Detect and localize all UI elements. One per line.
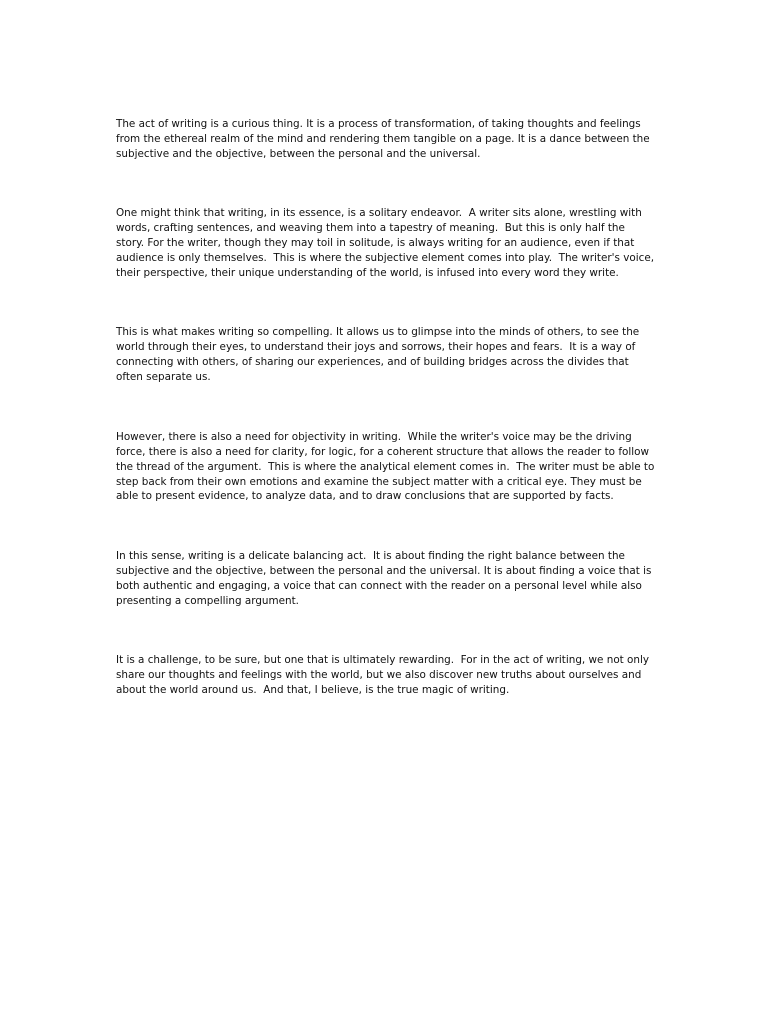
document-body — [116, 87, 656, 743]
paragraph-4: However, there is also a need for objectivity in writing. While the writer's voice may be the driving force, there is also a need for clarity, for logic, for a coherent structure that allows the reader to follow the thread of the argument. This is where the analytical element comes in. The writer must be able to step back from their own emotions and examine the subject matter with a critical eye. They must be able to present evidence, to analyze data, and to draw conclusions that are supported by facts. — [116, 430, 658, 503]
paragraph-5: In this sense, writing is a delicate balancing act. It is about finding the right balance between the subjective and the objective, between the personal and the universal. It is about finding a voice that is both authentic and engaging, a voice that can connect with the reader on a personal level while also presenting a compelling argument. — [116, 550, 655, 607]
paragraph-2: One might think that writing, in its essence, is a solitary endeavor. A writer sits alone, wrestling with words, crafting sentences, and weaving them into a tapestry of meaning. But this is only half the story. For the writer, though they may toil in solitude, is always writing for an audience, even if that audience is only themselves. This is where the subjective element comes into play. The writer's voice, their perspective, their unique understanding of the world, is infused into every word they write. — [116, 207, 658, 279]
paragraph-6: It is a challenge, to be sure, but one that is ultimately rewarding. For in the act of writing, we not only share our thoughts and feelings with the world, but we also discover new truths about ourselves and about the world around us. And that, I believe, is the true magic of writing. — [116, 654, 653, 697]
paragraph-1: The act of writing is a curious thing. It is a process of transformation, of taking thoughts and feelings from the ethereal realm of the mind and rendering them tangible on a page. It is a dance between the subjective and the objective, between the personal and the universal. — [116, 117, 653, 160]
paragraph-3: This is what makes writing so compelling. It allows us to glimpse into the minds of others, to see the world through their eyes, to understand their joys and sorrows, their hopes and fears. It is a way of connecting with others, of sharing our experiences, and of building bridges across the divides that often separate us. — [116, 326, 643, 384]
